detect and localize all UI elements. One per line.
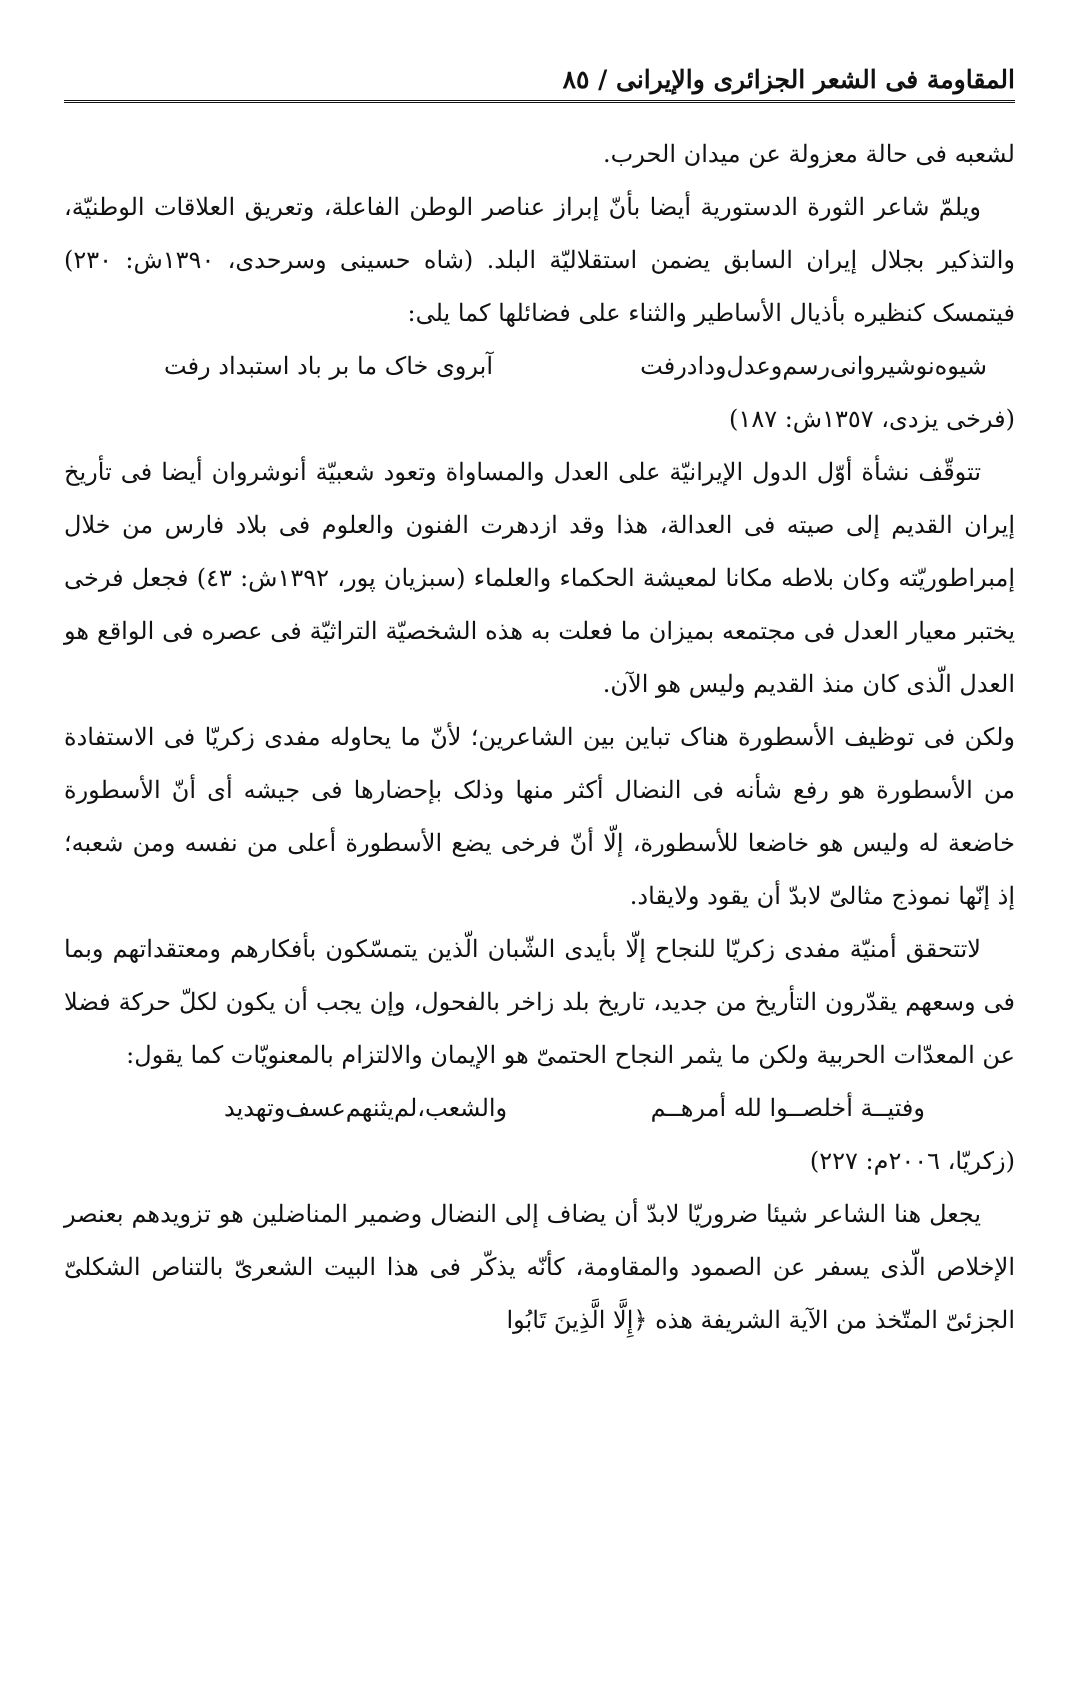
paragraph: يجعل هنا الشاعر شيئا ضروريّا لابدّ أن يضاف إلى النضال وضمير المناضلين هو تزويدهم بعنصر الإخلاص الّذى يسفر عن الصمود والمقاومة، كأنّه يذكّر فى هذا البيت الشعرىّ بالتناص الشكلىّ الجزئىّ المتّخذ من الآية الشريفة هذه ﴿إِلَّا الَّذِينَ تَابُوا: [64, 1200, 1015, 1334]
poem-verse: [64, 1082, 1015, 1135]
paragraph: لشعبه فى حالة معزولة عن ميدان الحرب.: [603, 140, 1015, 168]
verse-citation: (زكريّا، ٢٠٠٦م: ٢٢٧): [809, 1147, 1015, 1175]
running-header: [64, 36, 1015, 103]
poem-verse: [64, 340, 1015, 393]
verse-left-hemistich: والشعب،لم‌يثنهم‌عسف‌وتهديد: [224, 1094, 508, 1122]
verse-right-hemistich: وفتيــة أخلصــوا لله أمرهــم: [650, 1094, 925, 1122]
verse-right-hemistich: شيوه‌نوشيروانى‌رسم‌وعدل‌ودادرفت: [640, 352, 987, 380]
running-title: المقاومة فى الشعر الجزائرى والإيرانى / ٨٥: [562, 65, 1015, 94]
body-text: [64, 128, 1015, 1347]
paragraph: تتوقّف نشأة أوّل الدول الإيرانيّة على العدل والمساواة وتعود شعبيّة أنوشروان أيضا فى تأريخ إيران القديم إلى صيته فى العدالة، هذا وقد ازدهرت الفنون والعلوم فى بلاد فارس من خلال إمبراطوريّته وكان بلاطه مكانا لمعيشة الحكماء والعلماء (سبزيان پور، ١٣٩٢ش: ٤٣) فجعل فرخى يختبر معيار العدل فى مجتمعه بميزان ما فعلت به هذه الشخصيّة التراثيّة فى عصره فى الواقع هو العدل الّذى كان منذ القديم وليس هو الآن.: [64, 458, 1015, 698]
verse-left-hemistich: آبروى خاک ما بر باد استبداد رفت: [164, 352, 493, 380]
verse-citation: (فرخى يزدى، ١٣٥٧ش: ١٨٧): [729, 405, 1015, 433]
paragraph: ويلمّ شاعر الثورة الدستورية أيضا بأنّ إبراز عناصر الوطن الفاعلة، وتعريق العلاقات الوطنيّة، والتذكير بجلال إيران السابق يضمن استقلاليّة البلد. (شاه حسينى وسرحدى، ١٣٩٠ش: ٢٣٠) فيتمسک كنظيره بأذيال الأساطير والثناء على فضائلها كما يلى:: [64, 193, 1015, 327]
paragraph: ولكن فى توظيف الأسطورة هناک تباين بين الشاعرين؛ لأنّ ما يحاوله مفدى زكريّا فى الاستفادة من الأسطورة هو رفع شأنه فى النضال أكثر منها وذلک بإحضارها فى جيشه أى أنّ الأسطورة خاضعة له وليس هو خاضعا للأسطورة، إلّا أنّ فرخى يضع الأسطورة أعلى من نفسه ومن شعبه؛ إذ إنّها نموذج مثالىّ لابدّ أن يقود ولايقاد.: [64, 723, 1015, 910]
paragraph: لاتتحقق أمنيّة مفدى زكريّا للنجاح إلّا بأيدى الشّبان الّذين يتمسّكون بأفكارهم ومعتقداتهم وبما فى وسعهم يقدّرون التأريخ من جديد، تاريخ بلد زاخر بالفحول، وإن يجب أن يكون لكلّ حركة فضلا عن المعدّات الحربية ولكن ما يثمر النجاح الحتمىّ هو الإيمان والالتزام بالمعنويّات كما يقول:: [64, 935, 1015, 1069]
